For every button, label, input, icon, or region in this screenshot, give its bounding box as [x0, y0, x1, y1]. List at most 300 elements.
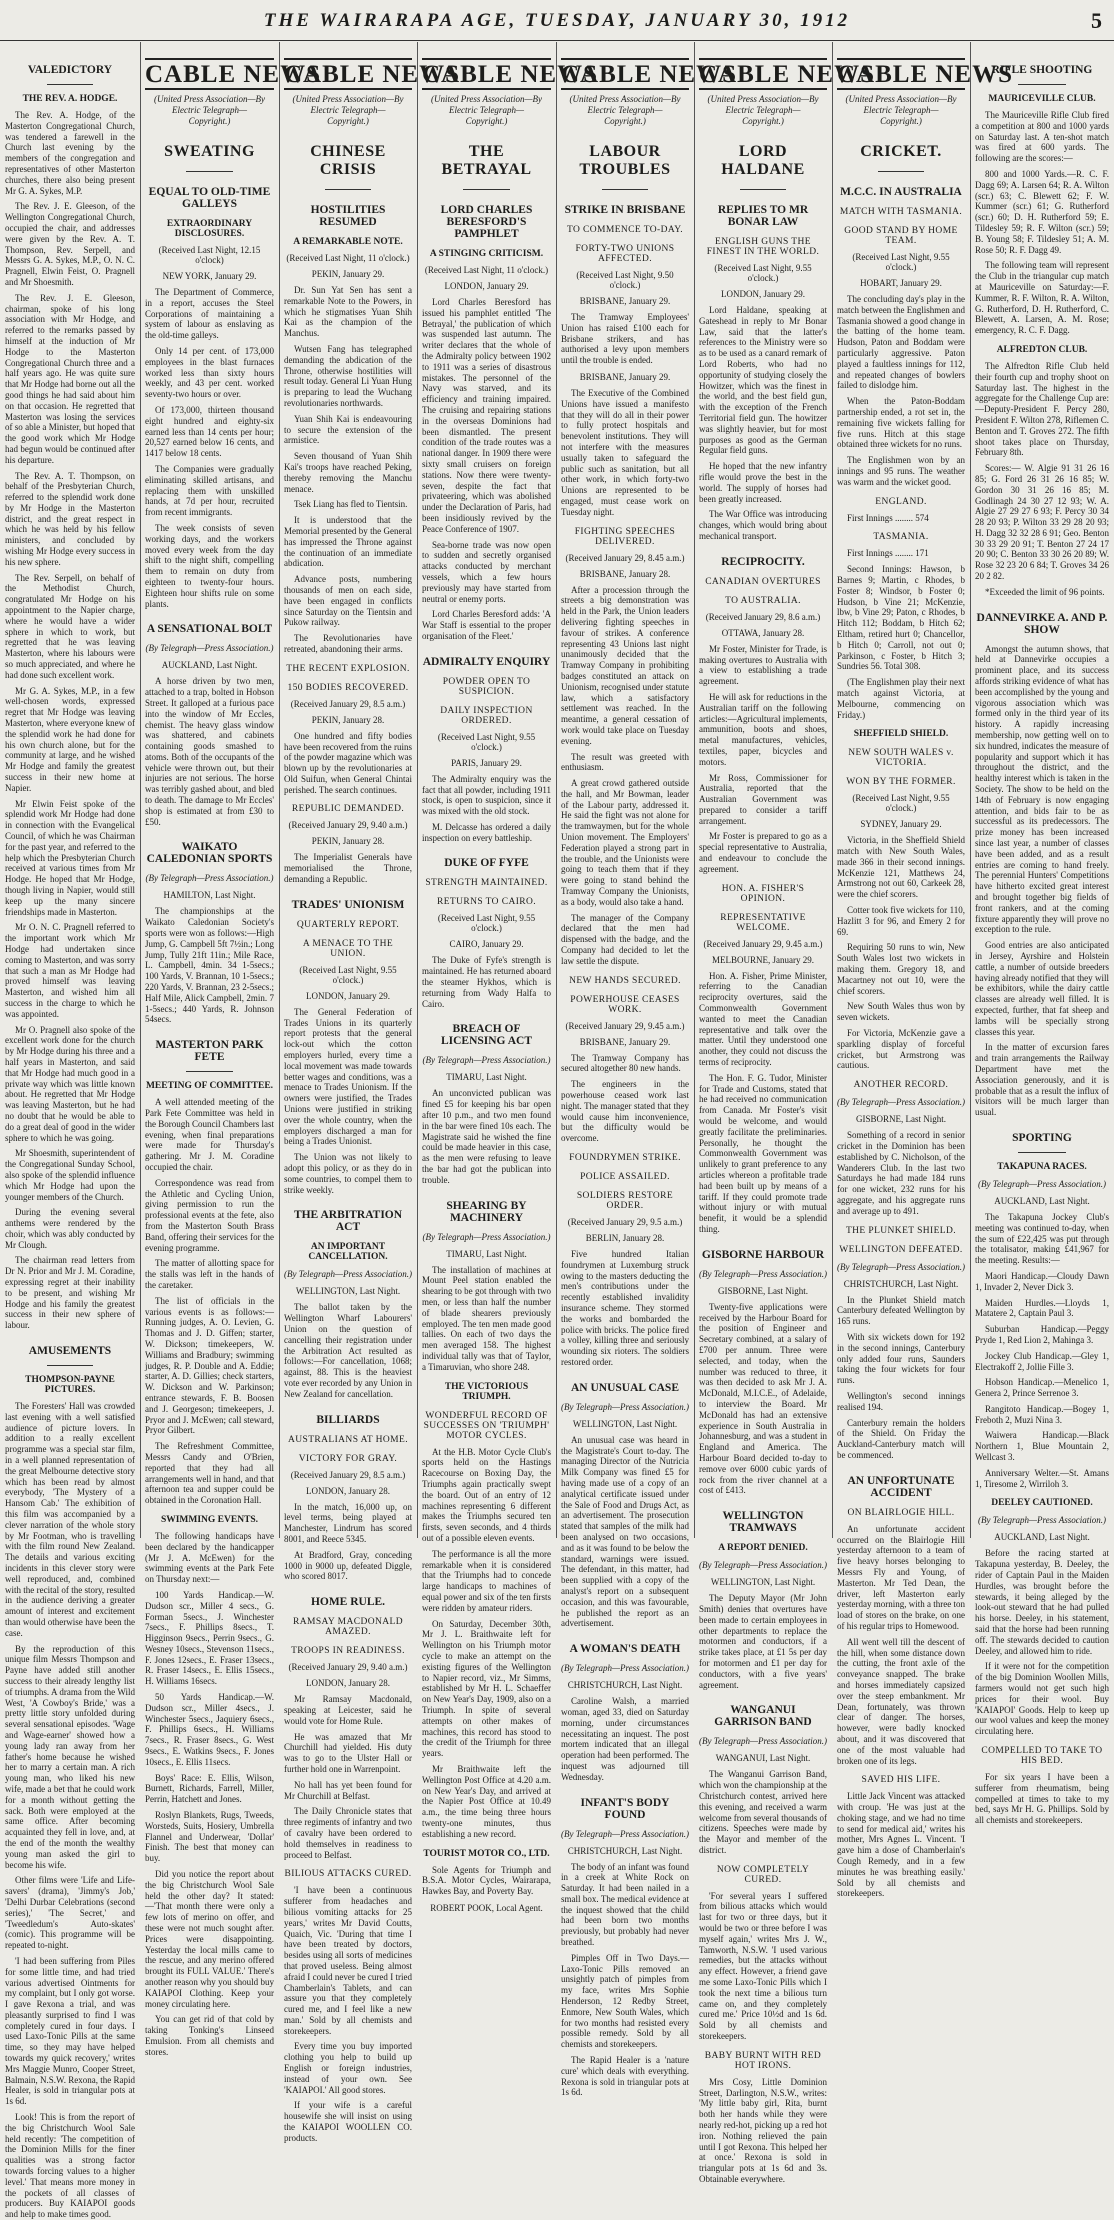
- divider: [463, 189, 509, 190]
- paragraph: An unusual case was heard in the Magistrate's Court to-day. The managing Director of the Nutricia Milk Company was fined £5 for having made use of a copy of an analytical certificate issued under the Sale of Food and Drugs Act, as an advertisement. The prosecution stated that samples of the milk had been analysed on two occasions, and as it was found to be below the standard, warnings were issued. The defendant, in this matter, had been supplied with a copy of the analyst's report on a subsequent occasion, and this was favourable, he published the report as an advertisement.: [561, 1434, 689, 1629]
- banner-subtitle: (United Press Association—By Electric Telegraph—Copyright.): [431, 94, 542, 126]
- paragraph: Before the racing started at Takapuna yesterday, B. Deeley, the rider of Captain Paul in the Maiden Hurdles, was brought before the stewards, it being alleged by the look-out steward that he had pulled his horse. Deeley, in his statement, said that the horse had been running off. The stewards decided to caution Deeley, and allowed him to ride.: [975, 1548, 1109, 1656]
- paragraph: Victoria, in the Sheffield Shield match with New South Wales, made 366 in their second innings. McKenzie 121, Matthews 24, Armstrong not out 60, Carkeek 28, were the chief scorers.: [837, 835, 965, 900]
- paragraph: The Alfredton Rifle Club held their fourth cup and trophy shoot on Saturday last. The highest in the aggregate for the Challenge Cup are:—Deputy-President F. Percy 280, President F. Wilton 278, Riflemen C. Benton and T. Groves 272. The fifth shoot takes place on Thursday, February 8th.: [975, 360, 1109, 458]
- subheadline: SPORTING: [1012, 1131, 1072, 1144]
- column-2: [140, 42, 322, 2057]
- column-1: [0, 42, 141, 2220]
- byline: (By Telegraph—Press Association.): [284, 1269, 412, 1280]
- dateline: (Received Last Night, 9.55 o'clock.): [437, 731, 536, 752]
- paragraph: The Rev. J. E. Gleeson, of the Wellington Congregational Church, occupied the chair, and addresses were given by the Rev. A. T. Thompson, Rev. Serpell, and Messrs G. A. Sykes, M.P., O. N. C. Pragnell, Elwin Feist, O. Pragnell and Mr Shoesmith.: [5, 201, 135, 287]
- paragraph: Waiwera Handicap.—Black Northern 1, Blue Mountain 2, Wellcast 3.: [975, 1430, 1109, 1463]
- dateline: BRISBANE, January 29.: [579, 296, 671, 306]
- dateline: (Received Last Night, 9.55 o'clock.): [852, 793, 950, 814]
- paragraph: Mr Elwin Feist spoke of the splendid work Mr Hodge had done in connection with the Evangelical Council, of which he was Chairman for the past year, and referred to the help which the Presbyterian Church received at various times from Mr Hodge. He hoped that Mr Hodge, though living in Napier, would still keep up the many sincere friendships made in Masterton.: [5, 798, 135, 917]
- caps-heading: STRENGTH MAINTAINED.: [425, 878, 548, 889]
- paragraph: The Deputy Mayor (Mr John Smith) denies that overtures have been made to certain employees in other departments to replace the motormen and conductors, if a strike takes place, at £1 5s per day for motormen and £1 per day for conductors, with a five years' agreement.: [699, 1593, 827, 1690]
- subheadline: DANNEVIRKE A. AND P. SHOW: [976, 611, 1108, 636]
- paragraph: For Victoria, McKenzie gave a sparkling display of forceful cricket, but Armstrong was cautious.: [837, 1028, 965, 1071]
- paragraph: Lord Haldane, speaking at Gateshead in reply to Mr Bonar Law, said that the latter's references to the Ministry were so as to be used as a canard remark of Lord Roberts, who had no opportunity of studying closely the Howitzer, which was the finest in the world, and the best field gun, with the exception of the French Territorial field gun. The howitzer was slightly heavier, but for most purposes as good as the German Regular field guns.: [699, 305, 827, 456]
- paragraph: Suburban Handicap.—Peggy Pryde 1, Red Lion 2, Mahinga 3.: [975, 1324, 1109, 1345]
- headline: SWEATING: [164, 143, 255, 160]
- dateline: (Received January 29, 9.45 a.m.): [703, 938, 823, 949]
- divider: [878, 171, 924, 172]
- paragraph: In the Plunket Shield match Canterbury defeated Wellington by 165 runs.: [837, 1294, 965, 1327]
- paragraph: Jockey Club Handicap.—Gley 1, Electrakoff 2, Jollie Fille 3.: [975, 1350, 1109, 1372]
- paragraph: The Imperialist Generals have memorialised the Throne, demanding a Republic.: [284, 852, 412, 885]
- subheadline: BREACH OF LICENSING ACT: [440, 1023, 533, 1048]
- subheadline: TRADES' UNIONISM: [291, 898, 405, 911]
- dateline: LONDON, January 29.: [721, 289, 805, 299]
- dateline: (Received Last Night, 11 o'clock.): [424, 265, 549, 275]
- caps-heading: ON BLAIRLOGIE HILL.: [847, 1507, 955, 1518]
- divider: [186, 171, 232, 172]
- caps-heading: TO AUSTRALIA.: [725, 595, 801, 606]
- divider: [1018, 84, 1066, 85]
- small-heading: A REMARKABLE NOTE.: [293, 237, 403, 247]
- dateline: (Received Last Night, 9.55 o'clock.): [437, 913, 536, 934]
- paragraph: The Rev. J. E. Gleeson, chairman, spoke of his long association with Mr Hodge, and referred to the remarks passed by himself at the induction of Mr Hodge to the Masterton Congregational Church three and a half years ago. He was quite sure that Mr Hodge had borne out all the good things he had said about him on that occasion. He regretted that Masterton was losing the services of so able a Minister, but hoped that the good work which Mr Hodge had begun would be continued after his departure.: [5, 292, 135, 465]
- column-6: [694, 42, 876, 2185]
- dateline: (Received January 29, 9.40 a.m.): [288, 820, 408, 831]
- dateline: LONDON, January 28.: [306, 1678, 390, 1689]
- paragraph: Canterbury remain the holders of the Shield. On Friday the Auckland-Canterbury match will be commenced.: [837, 1417, 965, 1460]
- byline: (By Telegraph—Press Association.): [422, 1055, 551, 1066]
- subheadline: VALEDICTORY: [27, 64, 113, 76]
- paragraph: The following team will represent the Club in the triangular cup match at Mauriceville on Saturday:—F. Kummer, R. F. Wilton, R. A. Wilton, G. Rutherford, D. H. Rutherford, C. Blewett, A. Larsen, A. M. Rose; emergency, R. C. F. Dagg.: [975, 260, 1109, 336]
- dateline: AUCKLAND, Last Night.: [994, 1532, 1090, 1543]
- paragraph: The Englishmen won by an innings and 95 runs. The weather was warm and the wicket good.: [837, 455, 965, 487]
- caps-heading: SAVED HIS LIFE.: [861, 1775, 941, 1786]
- paragraph: The engineers in the powerhouse ceased work last night. The manager stated that they would cause him inconvenience, but the difficulty would be overcome.: [561, 1079, 689, 1144]
- paragraph: The Executive of the Combined Unions have issued a manifesto that they will do all in their power to fully protect hospitals and benevolent institutions. They will not interfere with the measures usually taken to safeguard the public such as sanitation, but all other work, in which forty-two Unions are represented to be engaged, must cease work on Tuesday night.: [561, 387, 689, 517]
- paragraph: Hobson Handicap.—Menelico 1, Genera 2, Prince Serrenoe 3.: [975, 1377, 1109, 1399]
- paragraph: The week consists of seven working days, and the workers moved every week from the day shift to the night shift, compelling them to remain on duty from eighteen to twenty-four hours. Eighteen hour shifts rule on some plants.: [145, 522, 274, 609]
- paragraph: A great crowd gathered outside the hall, and Mr Bowman, leader of the Labour party, addressed it. He said the fight was not alone for the tramwaymen, but for the whole Union movement. The Employers' Federation played a strong part in the trouble, and the Unionists were going to teach them that if they were going to stand behind the Tramway Company the Unionists, as a body, would also take a hand.: [561, 778, 689, 907]
- column-content: [140, 58, 322, 2058]
- caps-heading: FORTY-TWO UNIONS AFFECTED.: [575, 244, 675, 264]
- paragraph: The War Office was introducing changes, which would bring about mechanical transport.: [699, 509, 827, 541]
- paragraph: First Innings ........ 171: [847, 548, 929, 559]
- dateline: AUCKLAND, Last Night.: [161, 660, 258, 671]
- subheadline: MASTERTON PARK FETE: [155, 1039, 264, 1064]
- byline: (By Telegraph—Press Association.): [699, 1560, 827, 1571]
- caps-heading: ANOTHER RECORD.: [853, 1080, 949, 1091]
- paragraph: Caroline Walsh, a married woman, aged 33, died on Saturday morning, under circumstances necessitating an inquest. The post mortem indicated that an illegal operation had been performed. The inquest was adjourned till Wednesday.: [561, 1696, 689, 1782]
- subheadline: AMUSEMENTS: [28, 1345, 112, 1358]
- section-banner: CABLE NEWS: [699, 58, 827, 90]
- dateline: AUCKLAND, Last Night.: [994, 1195, 1090, 1206]
- paragraph: A horse driven by two men, attached to a trap, bolted in Hobson Street. It galloped at a furious pace into the window of Mr Eccles, chemist. The heavy glass window was shattered, and cabinets containing goods smashed to atoms. Both of the occupants of the vehicle were thrown out, but their injuries are not serious. The horse was terribly gashed about, and bled to death. The damage to Mr Eccles' shop is estimated at from £30 to £50.: [145, 676, 274, 827]
- dateline: PEKIN, January 29.: [311, 269, 385, 279]
- paragraph: Mr Foster is prepared to go as a special representative to Australia, and endeavour to conclude the agreement.: [699, 831, 827, 874]
- paragraph: Mr Ramsay Macdonald, speaking at Leicester, said he would vote for Home Rule.: [284, 1694, 412, 1726]
- paragraph: Lord Charles Beresford adds: 'A War Staff is essential to the proper organisation of the Fleet.': [422, 609, 551, 641]
- byline: (By Telegraph—Press Association.): [561, 1401, 689, 1412]
- paragraph: The Takapuna Jockey Club's meeting was continued to-day, when the sum of £22,425 was put through the totalisator, making £41,967 for the meeting. Results:—: [975, 1211, 1109, 1266]
- caps-heading: GOOD STAND BY HOME TEAM.: [844, 226, 958, 246]
- dateline: CHRISTCHURCH, Last Night.: [843, 1278, 959, 1289]
- dateline: (Received January 29, 8.45 a.m.): [565, 552, 685, 563]
- caps-heading: 150 BODIES RECOVERED.: [287, 682, 409, 693]
- subheadline: GISBORNE HARBOUR: [701, 1248, 825, 1261]
- paragraph: Mr O. Pragnell also spoke of the excellent work done for the church by Mr Hodge during his three and a half years in Masterton, and said that Mr Hodge had much good in a private way which was little known about. He regretted that Mr Hodge was leaving Masterton, but he had no doubt that he would be able to do a great deal of good in the wider sphere to which he was going.: [5, 1024, 135, 1143]
- paragraph: Mrs Cosy, Little Dominion Street, Darlington, N.S.W., writes: 'My little baby girl, Rita, burnt both her hands while they were nearly red-hot, picking up a red hot iron. Nothing relieved the pain until I got Rexona. This helped her at once.' Rexona is sold in triangular pots at 1s 6d and 3s. Obtainable everywhere.: [699, 2076, 827, 2185]
- masthead: [0, 0, 1114, 41]
- subheadline: A SENSATIONAL BOLT: [146, 623, 273, 636]
- banner-subtitle: (United Press Association—By Electric Telegraph—Copyright.): [569, 94, 681, 126]
- paragraph: Hon. A. Fisher, Prime Minister, referring to the Canadian reciprocity overtures, said the Commonwealth Government wanted to meet the Canadian representative and talk over the matter. Until they understood one another, they could not discuss the terms of reciprocity.: [699, 970, 827, 1068]
- byline: (By Telegraph—Press Association.): [837, 1261, 965, 1272]
- spacer: [5, 42, 135, 50]
- dateline: CAIRO, January 29.: [449, 939, 524, 950]
- dateline: PEKIN, January 28.: [311, 714, 385, 725]
- subheadline: WAIKATO CALEDONIAN SPORTS: [146, 841, 273, 866]
- headline: THE BETRAYAL: [441, 143, 532, 178]
- caps-heading: THE PLUNKET SHIELD.: [845, 1225, 957, 1236]
- paragraph: Scores:— W. Algie 91 31 26 16 85; G. Ford 26 31 26 16 85; W. Gordon 30 31 26 16 85; M. Godlinagh 24 30 27 12 93; W. A. Algie 27 29 27 6 93; F. Percy 30 34 28 20 93; P. Wilton 33 29 28 20 93; H. Dagg 32 32 28 6 91; Geo. Benton 30 33 29 20 91; T. Benton 27 24 17 20 90; C. Benton 33 30 26 20 89; W. Rose 32 23 20 6 84; T. Groves 34 26 20 2 82.: [975, 463, 1109, 582]
- caps-heading: FOUNDRYMEN STRIKE.: [569, 1153, 681, 1164]
- subheadline: HOME RULE.: [310, 1596, 386, 1609]
- banner-subtitle: (United Press Association—By Electric Telegraph—Copyright.): [707, 94, 819, 126]
- small-heading: THE REV. A. HODGE.: [22, 94, 118, 104]
- caps-heading: RAMSAY MACDONALD AMAZED.: [293, 1617, 403, 1638]
- dateline: (Received Last Night, 9.55 o'clock.): [299, 964, 397, 985]
- caps-heading: ENGLAND.: [875, 496, 927, 507]
- divider: [47, 1365, 94, 1366]
- byline: (By Telegraph—Press Association.): [561, 1663, 689, 1674]
- paragraph: 'I have been a continuous sufferer from headaches and bilious vomiting attacks for 25 years,' writes Mr David Coutts, Quaich, Vic. 'During that time I have been treated by doctors, besides using all sorts of medicines that proved useless. Being almost afraid I could never be cured I tried Chamberlain's Tablets, and can assure you that they completely cured me, and I feel like a new man.' Sold by all chemists and storekeepers.: [284, 1885, 412, 2036]
- subheadline: DUKE OF FYFE: [444, 857, 529, 870]
- paragraph: The Union was not likely to adopt this policy, or as they do in some countries, to compel them to strike weekly.: [284, 1152, 412, 1195]
- paragraph: The manager of the Company declared that the men had dispensed with the badge, and the Company had decided to let the law settle the dispute.: [561, 912, 689, 966]
- paragraph: Anniversary Welter.—St. Amans 1, Tiresome 2, Wirriloh 3.: [975, 1467, 1109, 1489]
- paragraph: New South Wales thus won by seven wickets.: [837, 1001, 965, 1023]
- caps-heading: BILIOUS ATTACKS CURED.: [284, 1869, 412, 1880]
- subheadline: M.C.C. IN AUSTRALIA: [840, 186, 962, 198]
- byline: (By Telegraph—Press Association.): [145, 873, 274, 884]
- subheadline: THE ARBITRATION ACT: [293, 1209, 403, 1234]
- subheadline: AN UNUSUAL CASE: [571, 1381, 679, 1394]
- paragraph: Yuan Shih Kai is endeavouring to secure the extension of the armistice.: [284, 413, 412, 446]
- headline: LABOUR TROUBLES: [579, 143, 671, 178]
- column-content: [694, 58, 876, 2185]
- paragraph: Roslyn Blankets, Rugs, Tweeds, Worsteds, Suits, Hosiery, Umbrella Flannel and Underwear, 'Dollar' Finish. The best that money can buy.: [145, 1810, 274, 1864]
- paragraph: Mr Foster, Minister for Trade, is making overtures to Australia with a view to establishing a trade agreement.: [699, 643, 827, 687]
- paragraph: The Refreshment Committee, Messrs Candy and O'Brien, reported that they had all arrangements well in hand, and that afternoon tea and supper could be obtained in the Coronation Hall.: [145, 1441, 274, 1506]
- paragraph: Something of a record in senior cricket in the Dominion has been established by C. Nicholson, of the Wanderers Club. In the last two Saturdays he had made 184 runs for one wicket, 232 runs for his aggregate, and his aggregate runs and average up to 491.: [837, 1130, 965, 1216]
- dateline: HAMILTON, Last Night.: [163, 890, 256, 901]
- paragraph: The ballot taken by the Wellington Wharf Labourers' Union on the question of cancelling their registration under the Arbitration Act resulted as follows:—For cancellation, 1068; against, 88. This is the heaviest vote ever recorded by any Union in New Zealand for cancellation.: [284, 1302, 412, 1399]
- caps-heading: TASMANIA.: [873, 532, 929, 543]
- masthead-title: THE WAIRARAPA AGE, TUESDAY, JANUARY 30, 1912: [263, 10, 851, 31]
- subheadline: ADMIRALTY ENQUIRY: [422, 655, 551, 668]
- caps-heading: HON. A. FISHER'S OPINION.: [721, 883, 805, 904]
- paragraph: After a procession through the streets a big demonstration was held in the Park, the Union leaders delivering fighting speeches in favour of strikes. A conference representing 43 Unions last night unanimously decided that the Tramway Company in prohibiting badges constituted an attack on Unionism, recognised under statute law, which a satisfactory settlement was reached. In the meantime, a general cessation of work would take place on Tuesday evening.: [561, 584, 689, 746]
- column-4: [417, 42, 599, 1913]
- dateline: (Received January 29, 8.5 a.m.): [290, 1469, 406, 1480]
- subheadline: BILLIARDS: [316, 1413, 380, 1426]
- paragraph: The Foresters' Hall was crowded last evening with a well satisfied audience of picture lovers. In addition to a really excellent programme was a special star film, in a well planned representation of the great Melbourne detective story which has been read by almost everybody, 'The Mystery of a Hansom Cab.' The exhibition of this film was accompanied by a clever narration of the whole story by Mr Footman, who is travelling with the film round New Zealand. The details and various exciting incidents in this clever story were well reproduced, and, combined with the recital of the story, resulted in the audience deriving a greater amount of interest and excitement than would otherwise have been the case.: [5, 1401, 135, 1638]
- paragraph: Seven thousand of Yuan Shih Kai's troops have reached Peking, thereby removing the Manchu menace.: [284, 451, 412, 494]
- small-heading: TOURIST MOTOR CO., LTD.: [423, 1848, 550, 1859]
- subheadline: SHEARING BY MACHINERY: [446, 1199, 527, 1224]
- subheadline: AN UNFORTUNATE ACCIDENT: [847, 1474, 955, 1499]
- dateline: BERLIN, January 28.: [585, 1233, 665, 1244]
- caps-heading: NEW SOUTH WALES v. VICTORIA.: [848, 748, 954, 769]
- paragraph: At the H.B. Motor Cycle Club's sports held on the Hastings Racecourse on Boxing Day, the Triumphs again practically swept the board. Out of an entry of 12 machines representing 6 different makes the Triumphs secured ten firsts, seven seconds, and 4 thirds out of a possible eleven events.: [422, 1446, 551, 1543]
- byline: (By Telegraph—Press Association.): [699, 1268, 827, 1279]
- subheadline: WANGANUI GARRISON BAND: [714, 1704, 812, 1729]
- dateline: PEKIN, January 28.: [311, 836, 385, 847]
- subheadline: REPLIES TO MR BONAR LAW: [717, 204, 809, 228]
- headline: CRICKET.: [860, 143, 942, 160]
- subheadline: HOSTILITIES RESUMED: [310, 204, 386, 228]
- paragraph: At Bradford, Gray, conceding 1000 in 9000 up, defeated Diggle, who scored 8017.: [284, 1549, 412, 1582]
- caps-heading: WON BY THE FORMER.: [846, 777, 956, 788]
- paragraph: Rangitoto Handicap.—Bogey 1, Freboth 2, Muzi Nina 3.: [975, 1403, 1109, 1425]
- paragraph: The championships at the Waikato Caledonian Society's sports were won as follows:—High Jump, G. Campbell 5ft 7½in.; Long Jump, Tully 21ft 11in.; Mile Race, L. Campbell, 4min. 34 1-5secs.; 100 Yards, V. Brannan, 10 1-5secs.; 220 Yards, V. Brannan, 23 2-5secs.; Half Mile, Alick Campbell, 2min. 7 1-5secs.; 440 Yards, R. Johnson 54secs.: [145, 906, 274, 1025]
- dateline: (Received Last Night, 11 o'clock.): [286, 253, 410, 263]
- section-banner: CABLE NEWS: [837, 58, 965, 90]
- paragraph: The chairman read letters from Dr N. Prior and Mr J. M. Coradine, expressing regret at their inability to be present, and wishing Mr Hodge and his family the greatest success in their new sphere of labour.: [5, 1255, 135, 1331]
- small-heading: THOMPSON-PAYNE PICTURES.: [25, 1375, 115, 1396]
- banner-subtitle: (United Press Association—By Electric Telegraph—Copyright.): [845, 94, 957, 126]
- paragraph: Pimples Off in Two Days.—Laxo-Tonic Pills removed an unsightly patch of pimples from my face, writes Mrs Sophie Henderson, 12 Redby Street, Enmore, New South Wales, which for two months had resisted every possible remedy. Sold by all chemists and storekeepers.: [561, 1952, 689, 2050]
- paragraph: The matter of allotting space for the stalls was left in the hands of the caretaker.: [145, 1258, 274, 1290]
- subheadline: STRIKE IN BRISBANE: [564, 204, 686, 216]
- paragraph: When the Paton-Boddam partnership ended, a rot set in, the remaining five wickets falling for five runs. Hitch at this stage obtained three wickets for no runs.: [837, 396, 965, 450]
- paragraph: It is understood that the Memorial presented by the General has impressed the Throne against the continuation of an immediate abdication.: [284, 515, 412, 569]
- paragraph: Lord Charles Beresford has issued his pamphlet entitled 'The Betrayal,' the publication of which was suspended last autumn. The writer declares that the whole of the Admiralty policy between 1902 to 1911 was a series of disastrous mistakes. The personnel of the Navy was starved, and its efficiency and training impaired. The cruising and repairing stations in the overseas Dominions had been dismantled. The present condition of the trade routes was a national danger. In 1909 there were sixty small cruisers on foreign stations. Now there were twenty-seven, despite the fact that privateering, which was abolished under the Declaration of Paris, had been insidiously revived by the Peace Conference of 1907.: [422, 297, 551, 534]
- paragraph: Wellington's second innings realised 194.: [837, 1390, 965, 1412]
- caps-heading: CANADIAN OVERTURES: [705, 576, 821, 587]
- caps-heading: A MENACE TO THE UNION.: [302, 938, 394, 959]
- paragraph: The Daily Chronicle states that three regiments of infantry and two of cavalry have been ordered to hold themselves in readiness to proceed to Belfast.: [284, 1806, 412, 1860]
- dateline: BRISBANE, January 29.: [579, 371, 671, 382]
- caps-heading: POWERHOUSE CEASES WORK.: [570, 994, 680, 1015]
- divider: [602, 189, 648, 190]
- column-content: [279, 58, 461, 2144]
- caps-heading: QUARTERLY REPORT.: [296, 919, 400, 930]
- headline: CHINESE CRISIS: [310, 143, 386, 178]
- caps-heading: COMPELLED TO TAKE TO HIS BED.: [981, 1746, 1103, 1767]
- dateline: WANGANUI, Last Night.: [715, 1753, 811, 1764]
- dateline: BRISBANE, January 28.: [579, 568, 671, 579]
- caps-heading: ENGLISH GUNS THE FINEST IN THE WORLD.: [706, 237, 820, 257]
- dateline: BRISBANE, January 29.: [579, 1036, 671, 1047]
- byline: (By Telegraph—Press Association.): [561, 1828, 689, 1839]
- column-content: [556, 58, 738, 2098]
- banner-subtitle: (United Press Association—By Electric Telegraph—Copyright.): [292, 94, 404, 126]
- paragraph: Did you notice the report about the big Christchurch Wool Sale held the other day? It stated:—'That month there were only a few lots of merino on offer, and these were not much sought after. Prices were disappointing. Yesterday the local mills came to the rescue, and any merino offered brought its FULL VALUE.' There's another reason why you should buy KAIAPOI Clothing. Keep your money circulating here.: [145, 1869, 274, 2009]
- paragraph: Mr Shoesmith, superintendent of the Congregational Sunday School, also spoke of the splendid influence which Mr Hodge had upon the younger members of the Church.: [5, 1148, 135, 1202]
- paragraph: The General Federation of Trades Unions in its quarterly report protests that the general lock-out which the cotton employers hurled, every time a local movement was made towards better wages and conditions, was a menace to Trades Unionism. If the owners were justified, the Trades Unions were justified in striking over the whole country, when the employers discharged a man for being a Trades Unionist.: [284, 1006, 412, 1147]
- paragraph: You can get rid of that cold by taking Tonking's Linseed Emulsion. From all chemists and stores.: [145, 2014, 274, 2057]
- paragraph: Mr G. A. Sykes, M.P., in a few well-chosen words, expressed regret that Mr Hodge was leaving Masterton, where everyone knew of the splendid work he had done for his own church alone, but for the community at large, and he wished Mr Hodge and family the greatest success in their new home at Napier.: [5, 685, 135, 793]
- paragraph: Amongst the autumn shows, that held at Dannevirke occupies a prominent place, and its success affords striking evidence of what has been accomplished by the young and vigorous association which was formed only in the third year of its history. A rapidly increasing membership, now getting well on to six hundred, indicates the measure of popularity and support which it has throughout the district, and the healthy interest which is taken in the Society. The show to be held on the 14th of February is now engaging attention, and bids fair to be as successful as its predecessors. The prize money has been increased since last year, a number of classes have been added, and as a result entries are coming to hand freely. The perennial Hunters' Competitions have hitherto excited great interest and brought together big fields of front rankers, and at the coming fixture apparently they will prove no exception to the rule.: [975, 643, 1109, 935]
- small-heading: SHEFFIELD SHIELD.: [853, 729, 949, 740]
- subheadline: EQUAL TO OLD-TIME GALLEYS: [148, 186, 271, 210]
- small-heading: MEETING OF COMMITTEE.: [145, 1081, 274, 1092]
- subheadline: WELLINGTON TRAMWAYS: [722, 1510, 804, 1535]
- paragraph: M. Delcasse has ordered a daily inspection on every battleship.: [422, 821, 551, 843]
- caps-heading: POLICE ASSAILED.: [580, 1172, 670, 1183]
- paragraph: No hall has yet been found for Mr Churchill at Belfast.: [284, 1779, 412, 1801]
- dateline: MELBOURNE, January 29.: [712, 954, 814, 965]
- caps-heading: NOW COMPLETELY CURED.: [716, 1864, 810, 1885]
- paragraph: The list of officials in the various events is as follows:—Running judges, A. O. Levien, G. Thomas and J. D. Giffen; starter, W. Dickson; timekeepers, W. Williams and Bradbury; swimming judges, R. P. Double and A. Eddie; starter, A. D. Gillies; check starters, W. Dickson and W. Parkinson; entrance stewards, F. B. Boosen and J. Georgeson; timekeepers, J. Pryor and J. McEwen; call steward, Pryor Gilbert.: [145, 1295, 274, 1436]
- dateline: TIMARU, Last Night.: [446, 1248, 527, 1259]
- dateline: (Received Last Night, 12.15 o'clock): [158, 245, 261, 265]
- paragraph: Second Innings: Hawson, b Barnes 9; Martin, c Rhodes, b Foster 8; Windsor, b Foster 0; Hudson, b Vine 21; McKenzie, lbw, b Vine 29; Paton, c Rhodes, b Hitch 112; Boddam, b Hitch 62; Eltham, retired hurt 0; Chancellor, b Hitch 0; Carroll, not out 0; Parkinson, c Foster, b Hitch 3; Sundries 56. Total 308.: [837, 564, 965, 672]
- paragraph: The Department of Commerce, in a report, accuses the Steel Corporations of maintaining a system of labour as enslaving as the old-time galleys.: [145, 287, 274, 341]
- column-content: [832, 58, 1014, 1899]
- paragraph: The performance is all the more remarkable when it is considered that the Triumphs had to concede large handicaps to machines of equal power and six of the ten firsts were ridden by amateur riders.: [422, 1548, 551, 1613]
- dateline: LONDON, January 29.: [444, 281, 529, 291]
- paragraph: Of 173,000, thirteen thousand eight hundred and eighty-six earned less than 14 cents per hour; 20,527 earned below 16 cents, and 1417 below 18 cents.: [145, 404, 274, 459]
- dateline: WELLINGTON, Last Night.: [710, 1577, 816, 1588]
- paragraph: Advance posts, numbering thousands of men on each side, have been engaged in conflicts since Saturday on the Tientsin and Pukow railway.: [284, 574, 412, 628]
- paragraph: *Exceeded the limit of 96 points.: [985, 586, 1105, 597]
- caps-heading: TROOPS IN READINESS.: [291, 1646, 405, 1657]
- paragraph: First Innings ........ 574: [847, 512, 929, 523]
- caps-heading: FIGHTING SPEECHES DELIVERED.: [574, 526, 676, 547]
- subheadline: A WOMAN'S DEATH: [569, 1643, 681, 1656]
- dateline: (Received January 29, 8.6 a.m.): [705, 611, 821, 622]
- paragraph: He hoped that the new infantry rifle would prove the best in the world. The supply of horses had been greatly increased.: [699, 461, 827, 504]
- subheadline: LORD CHARLES BERESFORD'S PAMPHLET: [440, 204, 533, 240]
- subheadline: INFANT'S BODY FOUND: [580, 1796, 670, 1821]
- caps-heading: REPRESENTATIVE WELCOME.: [720, 912, 806, 933]
- banner-subtitle: (United Press Association—By Electric Telegraph—Copyright.): [154, 94, 265, 126]
- paragraph: The Tramway Employees' Union has raised £100 each for Brisbane strikers, and has authorised a levy upon members until the trouble is ended.: [561, 312, 689, 366]
- dateline: CHRISTCHURCH, Last Night.: [567, 1680, 683, 1691]
- small-heading: ALFREDTON CLUB.: [996, 344, 1088, 355]
- small-heading: EXTRAORDINARY DISCLOSURES.: [166, 219, 253, 239]
- byline: (By Telegraph—Press Association.): [422, 1231, 551, 1242]
- paragraph: The Rapid Healer is a 'nature cure' which deals with everything. Rexona is sold in triangular pots at 1s 6d.: [561, 2055, 689, 2098]
- divider: [740, 189, 786, 190]
- dateline: SYDNEY, January 29.: [860, 819, 942, 830]
- column-3: [279, 42, 461, 2143]
- paragraph: Look! This is from the report of the big Christchurch Wool Sale held recently: 'The competition of the Dominion Mills for the finer qualities was a strong factor towards forcing values to a higher level.' That means more money in the pockets of all classes of producers. Buy KAIAPOI goods and help to make times good.: [5, 2112, 135, 2220]
- column-5: [556, 42, 738, 2098]
- paragraph: The Wanganui Garrison Band, which won the championship at the Christchurch contest, arrived here this evening, and received a warm welcome from several thousands of citizens. Speeches were made by the Mayor and member of the district.: [699, 1769, 827, 1855]
- column-7: [832, 42, 1014, 1899]
- column-8: [970, 42, 1114, 1826]
- section-banner: CABLE NEWS: [422, 58, 551, 90]
- paragraph: The result was greeted with enthusiasm.: [561, 751, 689, 773]
- section-banner: CABLE NEWS: [284, 58, 412, 90]
- caps-heading: DAILY INSPECTION ORDERED.: [440, 705, 533, 726]
- dateline: (Received Last Night, 9.50 o'clock.): [576, 270, 674, 290]
- column-content: [417, 58, 599, 1913]
- section-banner: CABLE NEWS: [561, 58, 689, 90]
- paragraph: Tsek Liang has fled to Tientsin.: [294, 499, 408, 510]
- small-heading: AN IMPORTANT CANCELLATION.: [308, 1242, 388, 1263]
- column-content: [970, 42, 1114, 1826]
- dateline: CHRISTCHURCH, Last Night.: [567, 1845, 683, 1856]
- paragraph: For six years I have been a sufferer from rheumatism, being compelled at times to take to my bed, says Mr H. G. Phillips. Sold by all chemists and storekeepers.: [975, 1772, 1109, 1826]
- caps-heading: REPUBLIC DEMANDED.: [291, 804, 405, 815]
- paragraph: Twenty-five applications were received by the Harbour Board for the position of Engineer and Secretary combined, at a salary of £700 per annum. Three were selected, and today, when the number was reduced to three, it was then decided to ask Mr J. A. McDonald, M.I.C.E., of Adelaide, to interview the Board. Mr McDonald has had an extensive experience in South Australia in Johannesburg, and was a student in England and America. The Harbour Board decided to-day to remove over 6000 cubic yards of rock from the river channel at a cost of £413.: [699, 1301, 827, 1496]
- dateline: GISBORNE, Last Night.: [718, 1285, 808, 1296]
- dateline: HOBART, January 29.: [860, 278, 942, 288]
- paragraph: The Duke of Fyfe's strength is maintained. He has returned aboard the steamer Hykhos, which is returning from Wady Halfa to Cairo.: [422, 955, 551, 1009]
- caps-heading: WELLINGTON DEFEATED.: [839, 1244, 963, 1255]
- paragraph: 50 Yards Handicap.—W. Dudson scr., Miller 4secs., J. Winchester 5secs., Jaquiery 6secs., F. Phillips 6secs., H. Williams 7secs., R. Fraser 8secs., G. West 9secs., E. Watkins 9secs., F. Jones 10secs., E. Ellis 11secs.: [145, 1692, 274, 1767]
- small-heading: A REPORT DENIED.: [718, 1543, 808, 1554]
- paragraph: Wutsen Fang has telegraphed demanding the abdication of the Throne, otherwise hostilities will result today. General Li Yuan Hung is preparing to lead the Wuchang revolutionaries northwards.: [284, 343, 412, 408]
- paragraph: All went well till the descent of the hill, when some distance down the cutting, the front axle of the conveyance snapped. The brake and horses immediately capsized over the steep embankment. Mr Dean, fortunately, was thrown clear of danger. The horses, however, were badly knocked about, and it was discovered that one of the most valuable had broken one of its legs.: [837, 1636, 965, 1766]
- byline: (By Telegraph—Press Association.): [145, 643, 274, 654]
- paragraph: Cotter took five wickets for 110, Hazlitt 3 for 96, and Emery 2 for 69.: [837, 905, 965, 937]
- dateline: (Received January 29, 9.40 a.m.): [288, 1662, 408, 1673]
- paragraph: The Rev. A. Hodge, of the Masterton Congregational Church, was tendered a farewell in the Church last evening by the members of the congregation and representatives of other Masterton churches, there also being present Mr G. A. Sykes, M.P.: [5, 110, 135, 196]
- paragraph: Maiden Hurdles.—Lloyds 1, Matatere 2, Captain Paul 3.: [975, 1297, 1109, 1319]
- paragraph: The installation of machines at Mount Peel station enabled the shearing to be got through with two men, or less than half the number of blade shearers previously employed. The ten men made good tallies. On each of two days the men averaged 158. The highest individual tally was that of Taylor, a Timaruvian, who shore 248.: [422, 1264, 551, 1372]
- paragraph: Sole Agents for Triumph and B.S.A. Motor Cycles, Wairarapa, Hawkes Bay, and Poverty Bay.: [422, 1864, 551, 1897]
- paragraph: In the match, 16,000 up, on level terms, being played at Manchester, Lindrum has scored 8001, and Reece 5345.: [284, 1501, 412, 1544]
- byline: (By Telegraph—Press Association.): [837, 1097, 965, 1108]
- paragraph: The Rev. A. T. Thompson, on behalf of the Presbyterian Church, referred to the splendid work done by Mr Hodge in the Masterton district, and the great respect in which he was held by his fellow ministers, and concluded by wishing Mr Hodge every success in his new sphere.: [5, 470, 135, 567]
- byline: (By Telegraph—Press Association.): [978, 1178, 1106, 1189]
- dateline: LONDON, January 28.: [306, 1485, 390, 1496]
- caps-heading: TO COMMENCE TO-DAY.: [566, 225, 684, 235]
- paragraph: Mr O. N. C. Pragnell referred to the important work which Mr Hodge had undertaken since coming to Masterton, and was sorry that such a man as Mr Hodge had proved himself was leaving Masterton, and wished him all success in the charge to which he was appointed.: [5, 922, 135, 1019]
- paragraph: An unfortunate accident occurred on the Blairlogie Hill yesterday afternoon to a team of five heavy horses belonging to Messrs Fly and Young, of Masterton. Mr Ted Dean, the driver, left Masterton early yesterday morning, with a three ton load of stores on the brake, on one of his regular trips to Homewood.: [837, 1523, 965, 1631]
- caps-heading: POWDER OPEN TO SUSPICION.: [442, 676, 531, 697]
- section-banner: CABLE NEWS: [145, 58, 274, 90]
- dateline: (Received Last Night, 9.55 o'clock.): [852, 252, 950, 272]
- paragraph: A well attended meeting of the Park Fete Committee was held in the Borough Council Chambers last evening, when final preparations were made for Thursday's gathering. Mr J. M. Coradine occupied the chair.: [145, 1097, 274, 1173]
- paragraph: Maori Handicap.—Cloudy Dawn 1, Invader 2, Never Dick 3.: [975, 1270, 1109, 1292]
- dateline: LONDON, January 29.: [306, 990, 390, 1001]
- paragraph: Good entries are also anticipated in Jersey, Ayrshire and Holstein cattle, a number of outside breeders having already notified that they will be exhibitors, while the dairy cattle classes are already well filled. It is expected, further, that fat sheep and lambs will be specially strong classes this year.: [975, 940, 1109, 1037]
- paragraph: Other films were 'Life and Life-savers' (drama), 'Jimmy's Job,' 'Delhi Durbar Celebrations (second series),' 'The Secret,' and 'Tweedledum's Auto-skates' (comic). This programme will be repeated to-night.: [5, 1875, 135, 1951]
- caps-heading: WONDERFUL RECORD OF SUCCESSES ON 'TRIUMPH' MOTOR CYCLES.: [423, 1410, 550, 1441]
- divider: [47, 84, 94, 85]
- caps-heading: NEW HANDS SECURED.: [569, 975, 681, 986]
- dateline: (Received January 29, 9.5 a.m.): [567, 1217, 683, 1228]
- dateline: WELLINGTON, Last Night.: [295, 1286, 401, 1297]
- caps-heading: VICTORY FOR GRAY.: [298, 1453, 398, 1464]
- dateline: (Received January 29, 8.5 a.m.): [290, 698, 406, 709]
- paragraph: In the matter of excursion fares and train arrangements the Railway Department have met the Association generously, and it is probable that as a result the influx of visitors will be much larger than usual.: [975, 1042, 1109, 1118]
- paragraph: (The Englishmen play their next match against Victoria, at Melbourne, commencing on Friday.): [837, 677, 965, 720]
- paragraph: 100 Yards Handicap.—W. Dudson scr., Miller 4 secs., G. Forman 5secs., J. Winchester 7secs., F. Phillips 8secs., T. Higginson 9secs., Perrin 9secs., G. Wesney 10secs., Stevenson 11secs., F. Jones 12secs., E. Fraser 13secs., R. Fraser 14secs., E. Ellis 15secs., H. Williams 16secs.: [145, 1589, 274, 1687]
- small-heading: THE VICTORIOUS TRIUMPH.: [444, 1381, 529, 1402]
- caps-heading: BABY BURNT WITH RED HOT IRONS.: [704, 2050, 822, 2071]
- paragraph: If your wife is a careful housewife she will insist on using the KAIAPOI WOOLLEN CO. products.: [284, 2100, 412, 2143]
- paragraph: Boys' Race: E. Ellis, Wilson, Burnett, Richards, Farrell, Miller, Perrin, Hatchett and Jones.: [145, 1772, 274, 1805]
- paragraph: An unconvicted publican was fined £5 for keeping his bar open after 10 p.m., and two men found in the bar were fined 10s each. The Magistrate said he wished the fine could be made heavier in this case, as the men were refusing to leave the bar had got the publican into trouble.: [422, 1088, 551, 1185]
- dateline: TIMARU, Last Night.: [446, 1072, 527, 1083]
- paragraph: Mr Ross, Commissioner for Australia, reported that the Australian Government was prepared to consider a tariff arrangement.: [699, 772, 827, 826]
- dateline: WELLINGTON, Last Night.: [572, 1418, 678, 1429]
- paragraph: 'For several years I suffered from bilious attacks which would last for two or three days, but it would be two or three before I was myself again,' writes Mrs J. W., Tamworth, N.S.W. 'I used various remedies, but the attacks without any effect. However, a friend gave me some Laxo-Tonic Pills which I took the next time a bilious turn came on, and they completely cured me.' Price 10½d and 1s 6d. Sold by all chemists and storekeepers.: [699, 1890, 827, 2042]
- dateline: GISBORNE, Last Night.: [856, 1114, 946, 1125]
- caps-heading: AUSTRALIANS AT HOME.: [288, 1434, 408, 1445]
- spacer: [975, 42, 1109, 50]
- small-heading: DEELEY CAUTIONED.: [991, 1498, 1093, 1509]
- paragraph: The concluding day's play in the match between the Englishmen and Tasmania showed a good change in the batting of the home team. Hudson, Paton and Boddam were particularly aggressive. Paton played a faultless innings for 112, and repeated changes of bowlers failed to dislodge him.: [837, 294, 965, 391]
- paragraph: The following handicaps have been declared by the handicapper (Mr J. A. McEwen) for the swimming events at the Park Fete on Thursday next:—: [145, 1530, 274, 1585]
- small-heading: SWIMMING EVENTS.: [160, 1514, 259, 1525]
- byline: (By Telegraph—Press Association.): [978, 1515, 1106, 1526]
- column-content: [0, 42, 140, 2220]
